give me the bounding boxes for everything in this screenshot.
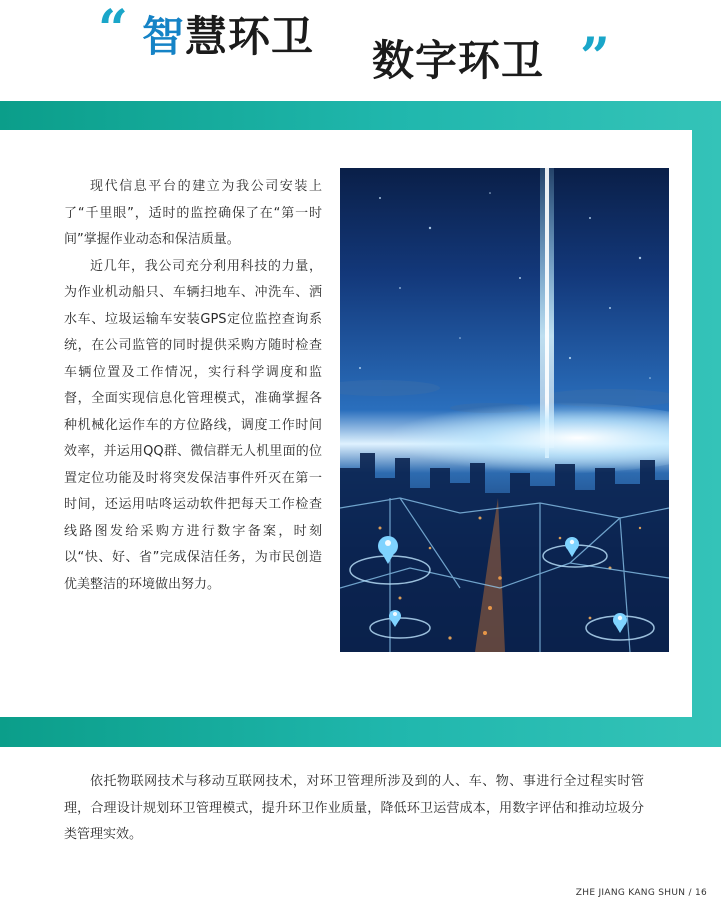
close-quote-mark: ” (580, 27, 610, 88)
smart-city-photo (340, 168, 669, 652)
page-number: 16 (694, 888, 707, 898)
headline-subtitle: 数字环卫 (372, 36, 545, 85)
article-paragraph-1: 现代信息平台的建立为我公司安装上了“千里眼”，适时的监控确保了在“第一时间”掌握作业动态和保洁质量。 (64, 179, 322, 247)
article-paragraph-2: 近几年，我公司充分利用科技的力量，为作业机动船只、车辆扫地车、冲洗车、洒水车、垃圾运输车安装GPS定位监控查询系统，在公司监管的同时提供采购方随时检查车辆位置及工作情况，实行科学调度和监督，全面实现信息化管理模式，准确掌握各种机械化运作车的方位路线，调度工作时间效率，并运用QQ群、微信群无人机里面的位置定位功能及时将突发保洁事件歼灭在第一时间，还运用咕咚运动软件把每天工作检查线路图发给采购方进行数字备案，时刻以“快、好、省”完成保洁任务，为市民创造优美整洁的环境做出努力。 (64, 258, 322, 592)
page-footer (576, 888, 707, 898)
bottom-paragraph: 依托物联网技术与移动互联网技术，对环卫管理所涉及到的人、车、物、事进行全过程实时管理，合理设计规划环卫管理模式，提升环卫作业质量，降低环卫运营成本，用数字评估和推动垃圾分类管理实效。 (64, 774, 644, 842)
smart-city-illustration (340, 168, 669, 652)
headline-title (142, 4, 314, 64)
footer-brand: ZHE JIANG KANG SHUN (575, 888, 686, 898)
headline-title-rest: 慧环卫 (185, 12, 315, 61)
headline (0, 0, 721, 100)
article-text (64, 174, 322, 598)
headline-title-highlight: 智 (142, 12, 186, 61)
footer-separator: / (685, 888, 695, 898)
open-quote-mark: “ (98, 0, 128, 60)
